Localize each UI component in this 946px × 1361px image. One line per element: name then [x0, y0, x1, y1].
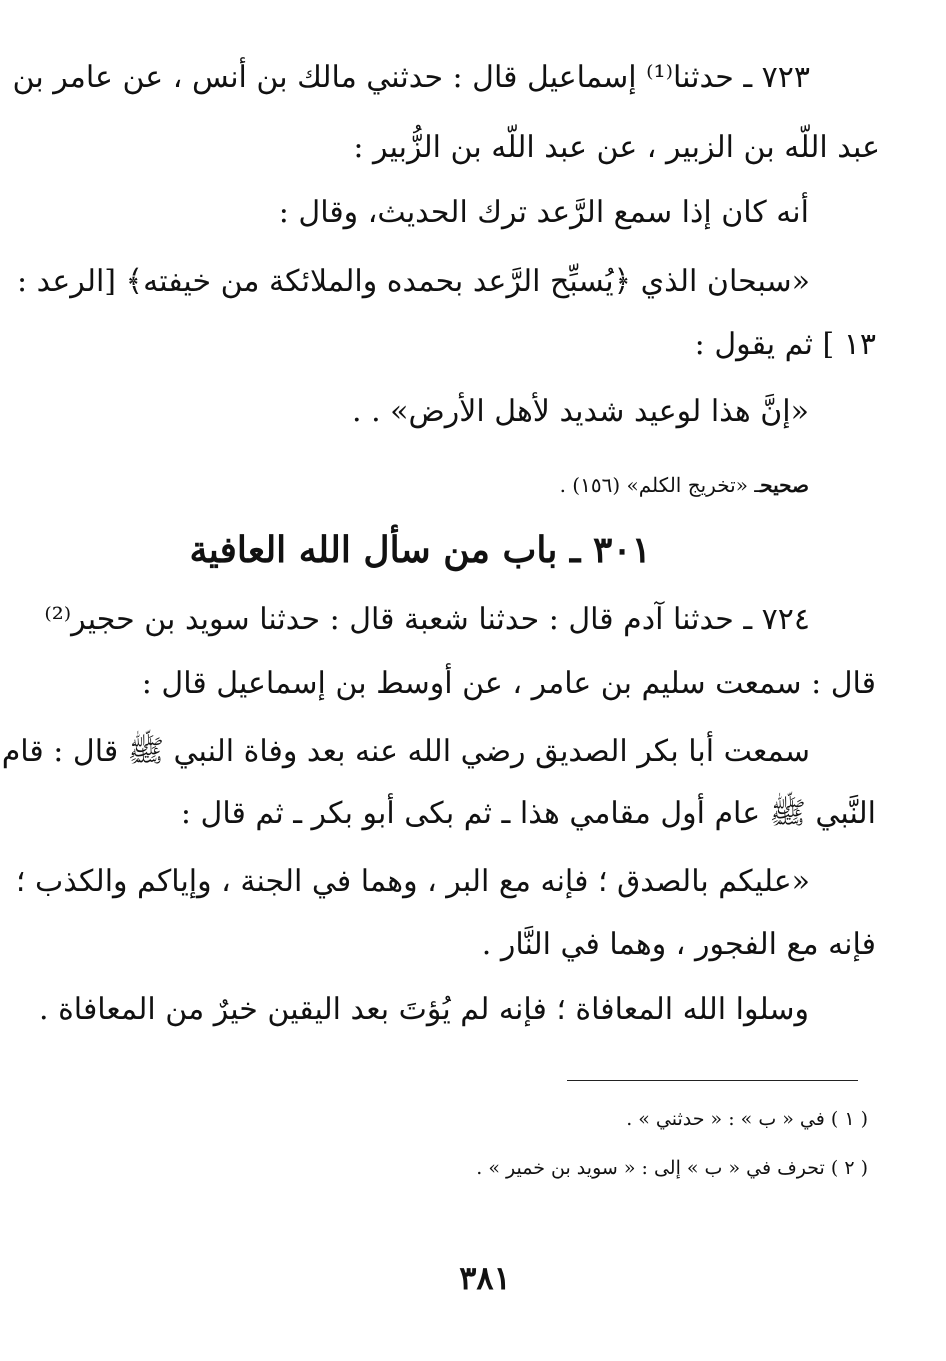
hadith-724-line-6: فإنه مع الفجور ، وهما في النَّار . [481, 927, 876, 962]
page-number: ٣٨١ [459, 1259, 511, 1297]
footnote-1: ( ١ ) في « ب » : « حدثني » . [626, 1108, 868, 1130]
hadith-723-line-4: «سبحان الذي ﴿يُسبِّح الرَّعد بحمده والملائكة من خيفته﴾ [الرعد : [16, 264, 810, 299]
hadith-723-line-2: عبد اللّه بن الزبير ، عن عبد اللّه بن الزُّبير : [353, 130, 880, 165]
grade-source: ـ «تخريج الكلم» (١٥٦) . [559, 473, 761, 497]
hadith-724-line-5: «عليكم بالصدق ؛ فإنه مع البر ، وهما في الجنة ، وإياكم والكذب ؛ [15, 864, 810, 899]
footnote-2: ( ٢ ) تحرف في « ب » إلى : « سويد بن خمير » . [476, 1157, 868, 1179]
hadith-724-line-1: ٧٢٤ ـ حدثنا آدم قال : حدثنا شعبة قال : حدثنا سويد بن حجير⁽²⁾ [44, 602, 810, 637]
grade-label: صحيح [760, 473, 809, 497]
hadith-724-line-4: النَّبي ﷺ عام أول مقامي هذا ـ ثم بكى أبو بكر ـ ثم قال : [180, 796, 876, 831]
hadith-723-grading [560, 471, 809, 499]
hadith-723-line-1: ٧٢٣ ـ حدثنا⁽¹⁾ إسماعيل قال : حدثني مالك بن أنس ، عن عامر بن [12, 60, 810, 95]
hadith-724-line-7: وسلوا الله المعافاة ؛ فإنه لم يُؤتَ بعد اليقين خيرٌ من المعافاة . [39, 992, 809, 1027]
hadith-724-line-2: قال : سمعت سليم بن عامر ، عن أوسط بن إسماعيل قال : [141, 666, 876, 701]
hadith-723-line-6: «إنَّ هذا لوعيد شديد لأهل الأرض» . . [352, 394, 809, 429]
chapter-title: ٣٠١ ـ باب من سأل الله العافية [189, 529, 651, 571]
footnote-divider [567, 1080, 858, 1081]
hadith-723-line-3: أنه كان إذا سمع الرَّعد ترك الحديث، وقال : [278, 195, 809, 230]
hadith-724-line-3: سمعت أبا بكر الصديق رضي الله عنه بعد وفاة النبي ﷺ قال : قام [1, 734, 810, 769]
hadith-723-line-5: ١٣ ] ثم يقول : [694, 327, 876, 362]
